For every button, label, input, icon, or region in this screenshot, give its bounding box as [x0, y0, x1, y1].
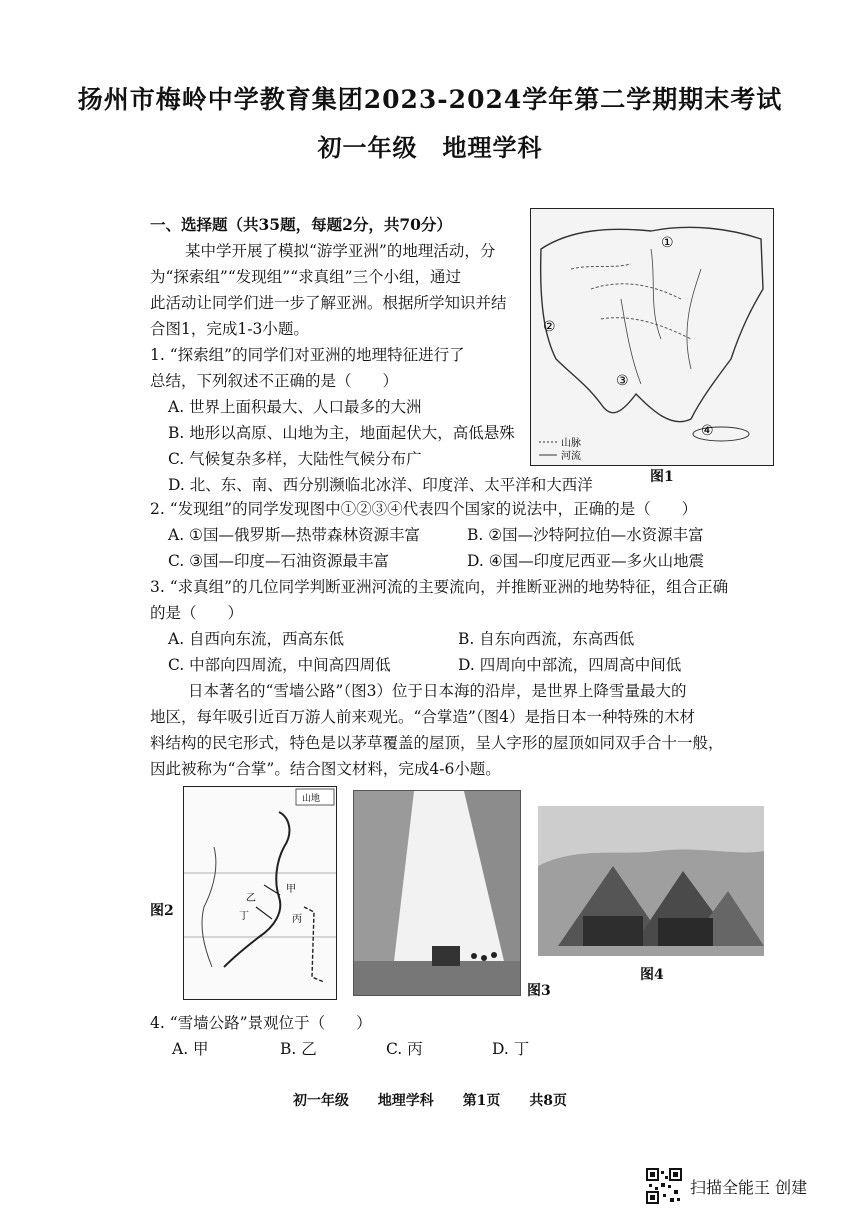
figure-1-caption: 图1 [650, 469, 674, 485]
passage-line-2: 地区，每年吸引近百万游人前来观光。“合掌造”（图4）是指日本一种特殊的木材 [150, 708, 695, 726]
fig1-legend-mountain: 山脉 [561, 438, 581, 449]
figure-3-caption: 图3 [527, 983, 551, 999]
scanner-watermark [646, 1168, 807, 1204]
footer-page: 第1页 [462, 1093, 501, 1109]
fig1-legend-river: 河流 [561, 451, 581, 462]
asia-map-drawing [531, 209, 773, 465]
q4-option-a: A. 甲 [172, 1040, 209, 1058]
intro-line-4: 合图1，完成1-3小题。 [150, 320, 309, 338]
gassho-houses-drawing [538, 806, 764, 956]
exam-subtitle: 初一年级 地理学科 [317, 133, 543, 162]
q1-option-a: A. 世界上面积最大、人口最多的大洲 [168, 398, 422, 416]
q3-option-b: B. 自东向西流，东高西低 [458, 630, 635, 648]
fig1-marker-4: ④ [701, 423, 714, 439]
fig1-marker-2: ② [543, 319, 556, 335]
page-footer [0, 1090, 860, 1110]
q3-option-d: D. 四周向中部流，四周高中间低 [458, 656, 682, 674]
q2-stem: 2. “发现组”的同学发现图中①②③④代表四个国家的说法中，正确的是（ ） [150, 500, 698, 518]
passage-line-1: 日本著名的“雪墙公路”（图3）位于日本海的沿岸，是世界上降雪量最大的 [188, 682, 687, 700]
exam-title: 扬州市梅岭中学教育集团2023-2024学年第二学期期末考试 [77, 85, 783, 114]
q3-option-a: A. 自西向东流，西高东低 [168, 630, 345, 648]
q4-option-c: C. 丙 [386, 1040, 423, 1058]
fig1-marker-1: ① [661, 235, 674, 251]
fig2-legend-mountain: 山地 [302, 794, 321, 804]
passage-line-3: 料结构的民宅形式，特色是以茅草覆盖的屋顶，呈人字形的屋顶如同双手合十一般， [150, 734, 724, 752]
q2-option-b: B. ②国—沙特阿拉伯—水资源丰富 [467, 526, 704, 544]
figure-4-caption: 图4 [640, 967, 664, 983]
q1-stem-2: 总结，下列叙述不正确的是（ ） [150, 372, 399, 390]
fig2-label-yi: 乙 [246, 893, 256, 904]
q3-stem-2: 的是（ ） [150, 604, 244, 622]
q3-option-c: C. 中部向四周流，中间高四周低 [168, 656, 391, 674]
watermark-text: 扫描全能王 创建 [690, 1177, 808, 1197]
figure-4-gassho-photo [538, 806, 764, 956]
q3-stem-1: 3. “求真组”的几位同学判断亚洲河流的主要流向，并推断亚洲的地势特征，组合正确 [150, 578, 729, 596]
snow-wall-drawing [354, 791, 520, 995]
fig1-marker-3: ③ [616, 373, 629, 389]
q1-option-b: B. 地形以高原、山地为主，地面起伏大，高低悬殊 [168, 424, 515, 442]
footer-grade: 初一年级 [292, 1093, 349, 1109]
q2-option-a: A. ①国—俄罗斯—热带森林资源丰富 [168, 526, 420, 544]
q4-option-b: B. 乙 [280, 1040, 317, 1058]
fig2-label-ding: 丁 [239, 911, 249, 922]
footer-total: 共8页 [529, 1093, 568, 1109]
footer-subject: 地理学科 [377, 1093, 434, 1109]
q4-stem: 4. “雪墙公路”景观位于（ ） [150, 1014, 372, 1032]
q1-stem-1: 1. “探索组”的同学们对亚洲的地理特征进行了 [150, 346, 465, 364]
intro-line-1: 某中学开展了模拟“游学亚洲”的地理活动，分 [185, 242, 496, 260]
q2-option-c: C. ③国—印度—石油资源最丰富 [168, 552, 390, 570]
japan-map-drawing [184, 787, 336, 999]
q4-option-d: D. 丁 [492, 1040, 530, 1058]
q1-option-c: C. 气候复杂多样，大陆性气候分布广 [168, 450, 422, 468]
q2-option-d: D. ④国—印度尼西亚—多火山地震 [467, 552, 705, 570]
figure-1-asia-map [530, 208, 774, 466]
figure-2-japan-map [183, 786, 337, 1000]
figure-2-caption: 图2 [150, 903, 174, 919]
figure-3-snow-wall-photo [353, 790, 521, 996]
q1-option-d: D. 北、东、南、西分别濒临北冰洋、印度洋、太平洋和大西洋 [168, 476, 593, 494]
passage-line-4: 因此被称为“合掌”。结合图文材料，完成4-6小题。 [150, 760, 501, 778]
fig2-label-jia: 甲 [286, 884, 296, 895]
section-heading: 一、选择题（共35题，每题2分，共70分） [150, 215, 452, 234]
qr-code-icon [646, 1168, 682, 1204]
intro-line-2: 为“探索组”“发现组”“求真组”三个小组，通过 [150, 268, 462, 286]
intro-line-3: 此活动让同学们进一步了解亚洲。根据所学知识并结 [150, 294, 507, 312]
fig2-label-bing: 丙 [292, 914, 302, 925]
